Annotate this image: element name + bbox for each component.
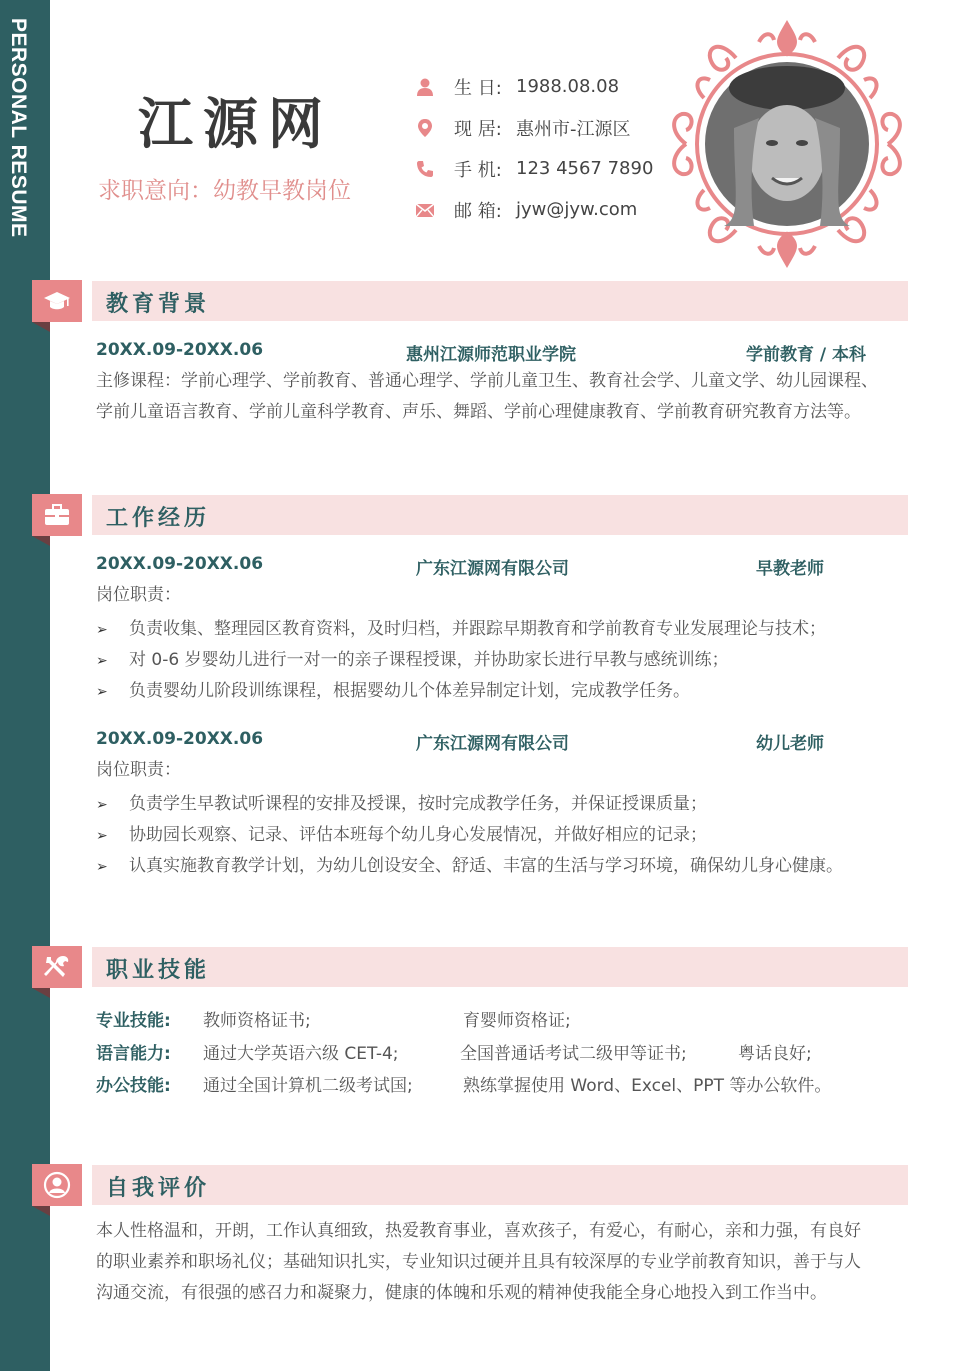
duty-label: 岗位职责： (96, 760, 181, 780)
section-title: 工作经历 (106, 506, 211, 531)
duty-item (96, 820, 707, 845)
duty-text: 负责收集、整理园区教育资料，及时归档，并跟踪早期教育和学前教育专业发展理论与技术； (129, 619, 826, 639)
person-icon (414, 76, 436, 98)
contact-label: 邮 箱: (454, 200, 502, 222)
education-school: 惠州江源师范职业学院 (406, 345, 576, 365)
arrow-icon: ➢ (96, 859, 108, 875)
contact-value: jyw@jyw.com (516, 199, 638, 220)
duty-item (96, 614, 826, 639)
arrow-icon: ➢ (96, 684, 108, 700)
skill-item: 通过全国计算机二级考试国; (203, 1076, 413, 1096)
job-company: 广东江源网有限公司 (416, 559, 569, 579)
education-courses (96, 366, 906, 428)
contact-label: 生 日: (454, 77, 502, 99)
phone-icon (414, 158, 436, 180)
contact-birthday (414, 66, 653, 107)
section-title: 自我评价 (106, 1176, 211, 1201)
duty-text: 协助园长观察、记录、评估本班每个幼儿身心发展情况，并做好相应的记录； (129, 825, 707, 845)
contact-value: 1988.08.08 (516, 76, 620, 97)
education-tab (32, 280, 82, 322)
work-tab (32, 494, 82, 536)
self-eval-line: 本人性格温和，开朗，工作认真细致，热爱教育事业，喜欢孩子，有爱心，有耐心，亲和力强，有良好 (96, 1221, 861, 1241)
skill-label: 办公技能: (96, 1076, 171, 1096)
job-date: 20XX.09-20XX.06 (96, 554, 264, 574)
arrow-icon: ➢ (96, 622, 108, 638)
contact-label: 手 机: (454, 159, 502, 181)
graduation-cap-icon (43, 289, 71, 313)
tab-fold (32, 988, 50, 998)
tab-fold (32, 1206, 50, 1216)
duty-text: 对 0-6 岁婴幼儿进行一对一的亲子课程授课，并协助家长进行早教与感统训练； (129, 650, 729, 670)
education-header (92, 281, 908, 321)
tools-icon (43, 954, 71, 980)
arrow-icon: ➢ (96, 653, 108, 669)
job-date: 20XX.09-20XX.06 (96, 729, 264, 749)
duty-text: 负责学生早教试听课程的安排及授课，按时完成教学任务，并保证授课质量； (129, 794, 707, 814)
skill-item: 通过大学英语六级 CET-4; (203, 1044, 399, 1064)
briefcase-icon (44, 504, 70, 526)
self-eval-line: 的职业素养和职场礼仪；基础知识扎实，专业知识过硬并且具有较深厚的专业学前教育知识，善于与人 (96, 1252, 861, 1272)
skill-label: 语言能力: (96, 1044, 171, 1064)
contact-value: 惠州市-江源区 (516, 118, 631, 140)
duty-item (96, 676, 690, 701)
sidebar-title: PERSONAL RESUME (7, 18, 30, 238)
section-title: 职业技能 (106, 958, 211, 983)
arrow-icon: ➢ (96, 797, 108, 813)
job-intent: 求职意向：幼教早教岗位 (98, 178, 351, 204)
self-eval-text (96, 1216, 906, 1309)
contact-residence (414, 107, 653, 148)
contact-label: 现 居: (454, 118, 502, 140)
duty-item (96, 851, 843, 876)
skill-item: 粤话良好; (738, 1044, 812, 1064)
self-eval-tab (32, 1164, 82, 1206)
job-role: 幼儿老师 (756, 734, 824, 754)
candidate-name: 江源网 (138, 92, 334, 156)
duty-text: 负责婴幼儿阶段训练课程，根据婴幼儿个体差异制定计划，完成教学任务。 (129, 681, 690, 701)
ornament-frame-icon (664, 18, 910, 270)
skills-tab (32, 946, 82, 988)
skill-label: 专业技能: (96, 1011, 171, 1031)
contact-email (414, 189, 653, 230)
duty-item (96, 645, 729, 670)
courses-line: 主修课程：学前心理学、学前教育、普通心理学、学前儿童卫生、教育社会学、儿童文学、幼儿园课程、 (96, 371, 878, 391)
contact-list (414, 66, 653, 230)
self-eval-header (92, 1165, 908, 1205)
user-circle-icon (43, 1171, 71, 1199)
courses-line: 学前儿童语言教育、学前儿童科学教育、声乐、舞蹈、学前心理健康教育、学前教育研究教育方法等。 (96, 402, 861, 422)
duty-label: 岗位职责： (96, 585, 181, 605)
skill-item: 教师资格证书; (203, 1011, 311, 1031)
mail-icon (414, 199, 436, 221)
duty-item (96, 789, 707, 814)
education-degree: 学前教育 / 本科 (746, 345, 867, 365)
contact-value: 123 4567 7890 (516, 158, 654, 179)
tab-fold (32, 536, 50, 546)
duty-text: 认真实施教育教学计划，为幼儿创设安全、舒适、丰富的生活与学习环境，确保幼儿身心健康。 (129, 856, 843, 876)
profile-photo (664, 18, 910, 270)
job-role: 早教老师 (756, 559, 824, 579)
self-eval-line: 沟通交流，有很强的感召力和凝聚力，健康的体魄和乐观的精神使我能全身心地投入到工作当中。 (96, 1283, 827, 1303)
skill-item: 全国普通话考试二级甲等证书; (460, 1044, 687, 1064)
tab-fold (32, 322, 50, 332)
skills-header (92, 947, 908, 987)
arrow-icon: ➢ (96, 828, 108, 844)
job-company: 广东江源网有限公司 (416, 734, 569, 754)
location-icon (414, 117, 436, 139)
contact-phone (414, 148, 653, 189)
work-header (92, 495, 908, 535)
section-title: 教育背景 (106, 292, 211, 317)
education-date: 20XX.09-20XX.06 (96, 340, 264, 360)
skill-item: 育婴师资格证; (463, 1011, 571, 1031)
skill-item: 熟练掌握使用 Word、Excel、PPT 等办公软件。 (463, 1076, 832, 1096)
